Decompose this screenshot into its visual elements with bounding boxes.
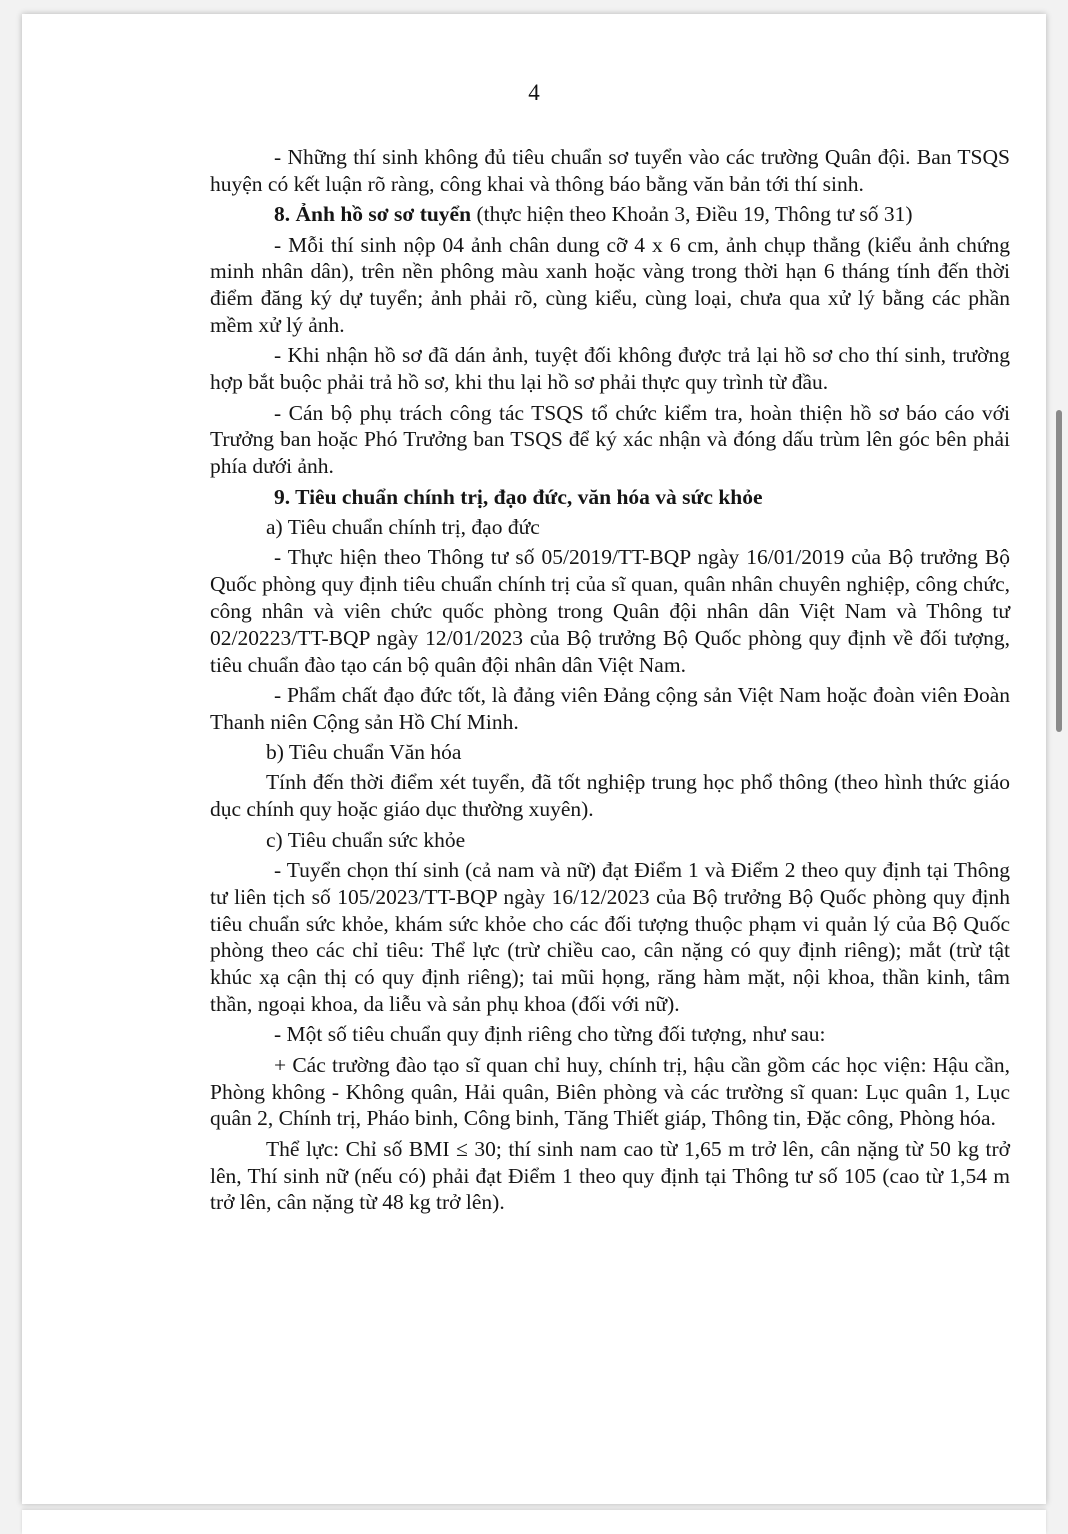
next-page-edge [22,1510,1046,1534]
paragraph-health-standards: - Tuyển chọn thí sinh (cả nam và nữ) đạt Điểm 1 và Điểm 2 theo quy định tại Thông tư liên tịch số 105/2023/TT-BQP ngày 16/12/2023 của Bộ trưởng Bộ Quốc phòng quy định tiêu chuẩn sức khỏe, khám sức khỏe cho các đối tượng thuộc phạm vi quản lý của Bộ Quốc phòng theo các chỉ tiêu: Thể lực (trừ chiều cao, cân nặng có quy định riêng); mắt (trừ tật khúc xạ cận thị có quy định riêng); tai mũi họng, răng hàm mặt, nội khoa, thần kinh, tâm thần, ngoại khoa, da liễu và sản phụ khoa (đối với nữ). [210,858,1010,1017]
vertical-scrollbar[interactable] [1056,410,1062,732]
document-body [210,144,1010,1220]
section-9c-heading: c) Tiêu chuẩn sức khỏe [266,827,466,852]
paragraph-officer-schools: + Các trường đào tạo sĩ quan chỉ huy, chính trị, hậu cần gồm các học viện: Hậu cần, Phòng không - Không quân, Hải quân, Biên phòng và các trường sĩ quan: Lục quân 1, Lục quân 2, Chính trị, Pháo binh, Công binh, Tăng Thiết giáp, Thông tin, Đặc công, Phòng hóa. [210,1052,1010,1131]
paragraph-moral-qualities: - Phẩm chất đạo đức tốt, là đảng viên Đảng cộng sản Việt Nam hoặc đoàn viên Đoàn Thanh niên Cộng sản Hồ Chí Minh. [210,682,1010,734]
paragraph-physical-bmi: Thể lực: Chỉ số BMI ≤ 30; thí sinh nam cao từ 1,65 m trở lên, cân nặng từ 50 kg trở lên, Thí sinh nữ (nếu có) phải đạt Điểm 1 theo quy định tại Thông tư số 105 (cao từ 1,54 m trở lên, cân nặng từ 48 kg trở lên). [210,1136,1010,1215]
paragraph-specific-standards-intro: - Một số tiêu chuẩn quy định riêng cho từng đối tượng, như sau: [274,1022,826,1047]
section-8-heading-line [210,201,1010,228]
document-page [22,14,1046,1504]
paragraph-education-standards: Tính đến thời điểm xét tuyển, đã tốt nghiệp trung học phổ thông (theo hình thức giáo dục chính quy hoặc giáo dục thường xuyên). [210,770,1010,822]
paragraph-photo-requirements: - Mỗi thí sinh nộp 04 ảnh chân dung cỡ 4 x 6 cm, ảnh chụp thẳng (kiểu ảnh chứng minh nhân dân), trên nền phông màu xanh hoặc vàng trong thời hạn 6 tháng tính đến thời điểm đăng ký dự tuyển; ảnh phải rõ, cùng kiểu, cùng loại, chưa qua xử lý bằng các phần mềm xử lý ảnh. [210,232,1010,337]
section-9b-heading: b) Tiêu chuẩn Văn hóa [266,740,462,765]
paragraph-photo-return-policy: - Khi nhận hồ sơ đã dán ảnh, tuyệt đối không được trả lại hồ sơ cho thí sinh, trường hợp bắt buộc phải trả hồ sơ, khi thu lại hồ sơ phải thực quy trình từ đầu. [210,343,1010,395]
page-number: 4 [528,80,540,105]
paragraph-unqualified-candidates: - Những thí sinh không đủ tiêu chuẩn sơ tuyển vào các trường Quân đội. Ban TSQS huyện có kết luận rõ ràng, công khai và thông báo bằng văn bản tới thí sinh. [210,145,1010,196]
section-9a-heading: a) Tiêu chuẩn chính trị, đạo đức [266,514,540,539]
section-8-heading-reference: (thực hiện theo Khoản 3, Điều 19, Thông tư số 31) [471,202,913,227]
paragraph-photo-verification: - Cán bộ phụ trách công tác TSQS tổ chức kiểm tra, hoàn thiện hồ sơ báo cáo với Trưởng ban hoặc Phó Trưởng ban TSQS để ký xác nhận và đóng dấu trùm lên góc bên phải phía dưới ảnh. [210,400,1010,479]
paragraph-political-standards: - Thực hiện theo Thông tư số 05/2019/TT-BQP ngày 16/01/2019 của Bộ trưởng Bộ Quốc phòng quy định tiêu chuẩn chính trị của sĩ quan, quân nhân chuyên nghiệp, công chức, công nhân và viên chức quốc phòng trong Quân đội nhân dân Việt Nam và Thông tư 02/20223/TT-BQP ngày 12/01/2023 của Bộ trưởng Bộ Quốc phòng quy định về đối tượng, tiêu chuẩn đào tạo cán bộ quân đội nhân dân Việt Nam. [210,545,1010,677]
section-9-heading: 9. Tiêu chuẩn chính trị, đạo đức, văn hóa và sức khỏe [274,484,763,509]
section-8-heading: 8. Ảnh hồ sơ sơ tuyển [274,202,472,227]
